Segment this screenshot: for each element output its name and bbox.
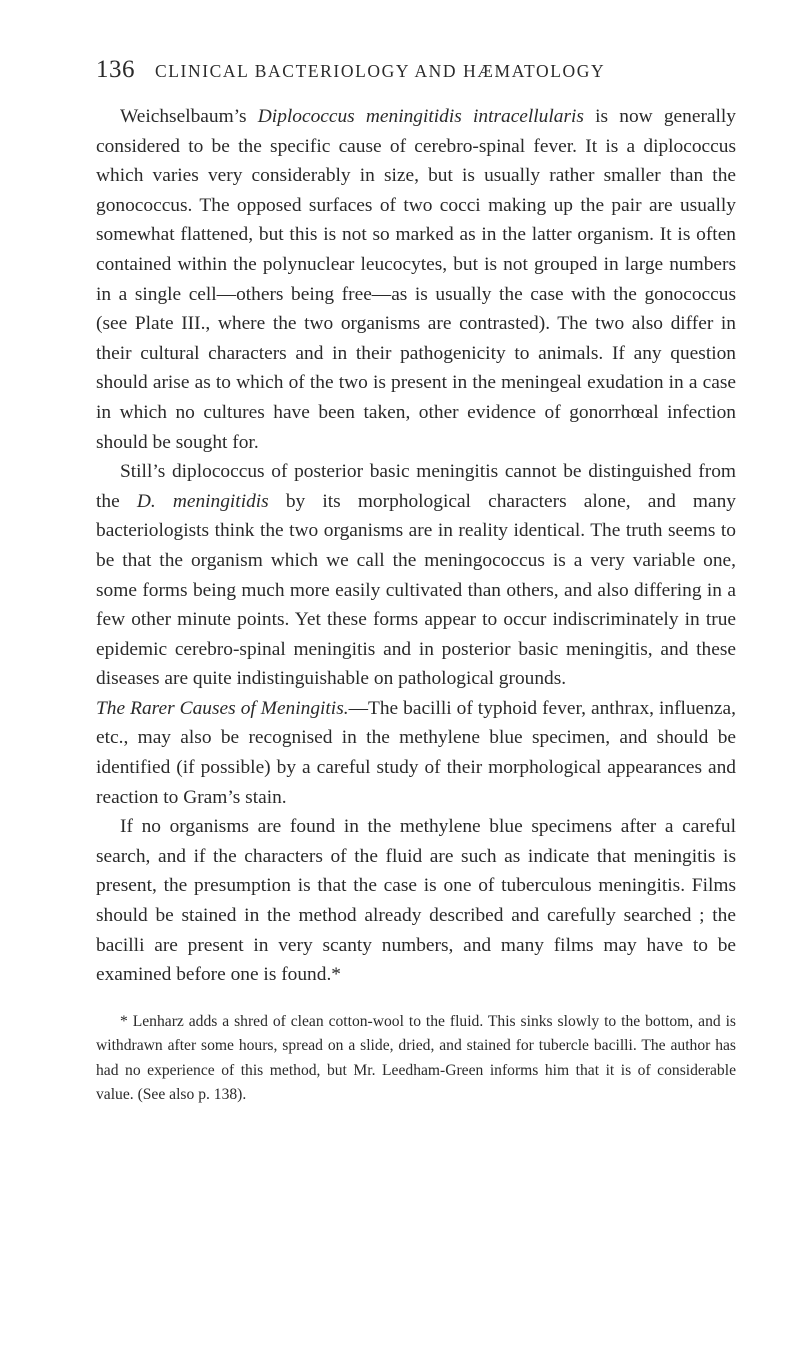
paragraph-lead: Weichselbaum’s — [120, 106, 258, 127]
species-name: Diplococcus meningitidis intracellularis — [257, 106, 584, 127]
section-heading: The Rarer Causes of Meningitis. — [96, 697, 349, 719]
paragraph-stills-diplococcus — [96, 457, 736, 694]
paragraph-lead: Still’s diplococcus of posterior basic meningitis cannot be distinguished from the — [96, 461, 736, 512]
paragraph-text: by its morphological characters alone, and many bacteriologists think the two organisms are in reality identical. The truth seems to be that the organism which we call the meningococcus is a very variable one, some forms being much more easily cultivated than others, and also differing in a few other minute points. Yet these forms appear to occur indiscriminately in true epidemic cerebro-spinal meningitis and in posterior basic meningitis, and these diseases are quite indistinguishable on pathological grounds. — [96, 490, 736, 690]
footnote: * Lenharz adds a shred of clean cotton-wool to the fluid. This sinks slowly to the bottom, and is withdrawn after some hours, spread on a slide, dried, and stained for tubercle bacilli. The author has had no experience of this method, but Mr. Leedham-Green informs him that it is of considerable value. (See also p. 138). — [96, 1012, 736, 1104]
paragraph-tuberculous-meningitis — [96, 812, 736, 990]
paragraph-text: is now generally considered to be the specific cause of cerebro-spinal fever. It is a diplococcus which varies very considerably in size, but is usually rather smaller than the gonococcus. The opposed surfaces of two cocci making up the pair are usually somewhat flattened, but this is not so marked as in the latter organism. It is often contained within the polynuclear leucocytes, but is not grouped in large numbers in a single cell—others being free—as is usually the case with the gonococcus (see Plate III., where the two organisms are contrasted). The two also differ in their cultural characters and in their pathogenicity to animals. If any question should arise as to which of the two is present in the meningeal exudation in a case in which no cultures have been taken, other evidence of gonorrhœal infection should be sought for. — [96, 106, 736, 453]
running-head — [96, 56, 736, 96]
paragraph-meningococcus — [96, 102, 736, 457]
paragraph-rarer-causes — [96, 694, 736, 812]
page-number: 136 — [96, 56, 135, 83]
species-name: D. meningitidis — [136, 490, 269, 512]
running-title: CLINICAL BACTERIOLOGY AND HÆMATOLOGY — [155, 61, 606, 81]
paragraph-text: —The bacilli of typhoid fever, anthrax, influenza, etc., may also be recognised in the methylene blue specimen, and should be identified (if possible) by a careful study of their morphological appearances and reaction to Gram’s stain. — [96, 697, 736, 808]
book-page — [96, 56, 736, 1123]
body-text — [96, 102, 736, 990]
paragraph-text: If no organisms are found in the methylene blue specimens after a careful search, and if the characters of the fluid are such as indicate that meningitis is present, the presumption is that the case is one of tuberculous meningitis. Films should be stained in the method already described and carefully searched ; the bacilli are present in very scanty numbers, and many films may have to be examined before one is found.* — [96, 816, 736, 986]
